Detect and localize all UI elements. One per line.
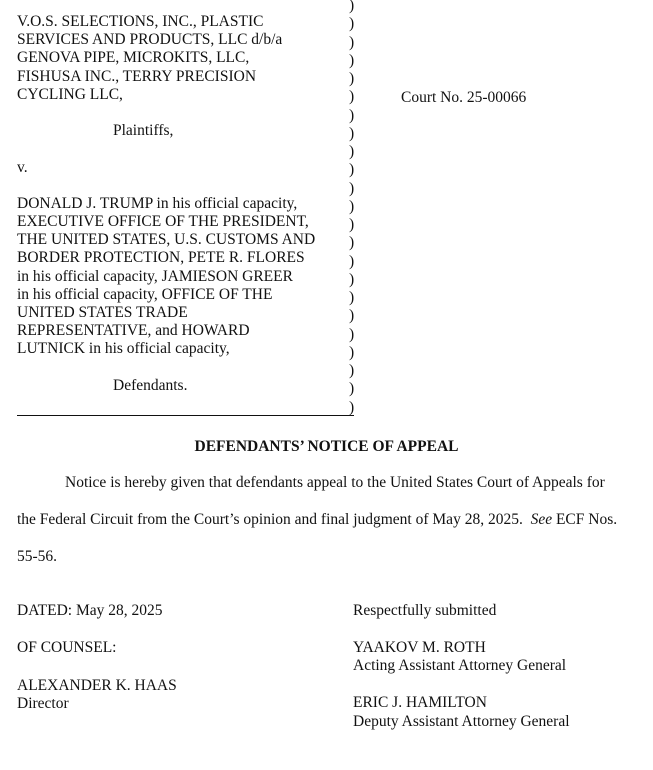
defendant-line-7: UNITED STATES TRADE: [17, 304, 188, 321]
plaintiff-line-3: GENOVA PIPE, MICROKITS, LLC,: [17, 49, 250, 67]
court-number: Court No. 25-00066: [401, 89, 527, 106]
caption-parenthesis: ): [349, 70, 355, 87]
caption-parenthesis: ): [349, 161, 355, 179]
signer-2-title: Deputy Assistant Attorney General: [353, 713, 570, 730]
caption-divider: [17, 415, 354, 416]
case-caption-parties: [17, 13, 357, 395]
caption-parenthesis: ): [349, 124, 355, 142]
caption-parenthesis: ): [349, 252, 355, 270]
versus-label: v.: [17, 158, 28, 176]
ecf-ref: ECF Nos.: [555, 511, 618, 528]
defendant-line-8: REPRESENTATIVE, and HOWARD: [17, 322, 250, 340]
caption-parenthesis: ): [349, 270, 355, 288]
caption-parenthesis: ): [349, 380, 355, 398]
see-signal: See: [530, 511, 553, 528]
caption-parenthesis: ): [349, 51, 355, 69]
respectfully-submitted: Respectfully submitted: [353, 602, 497, 619]
signer-1-title: Acting Assistant Attorney General: [353, 657, 567, 674]
caption-parenthesis: ): [349, 33, 355, 51]
caption-parenthesis: ): [349, 0, 355, 14]
signer-1-name: YAAKOV M. ROTH: [353, 639, 486, 656]
caption-parenthesis: ): [349, 179, 355, 197]
defendant-line-2: EXECUTIVE OFFICE OF THE PRESIDENT,: [17, 213, 309, 231]
caption-parenthesis: ): [349, 307, 355, 325]
defendant-line-4: BORDER PROTECTION, PETE R. FLORES: [17, 249, 305, 267]
caption-parenthesis: ): [349, 234, 355, 252]
notice-body-line-3: 55-56.: [17, 548, 58, 565]
caption-parenthesis: ): [349, 143, 355, 160]
defendant-line-5: in his official capacity, JAMIESON GREER: [17, 267, 293, 285]
plaintiff-line-1: V.O.S. SELECTIONS, INC., PLASTIC: [17, 13, 264, 30]
notice-body-line-2-main: the Federal Circuit from the Court’s opinion and final judgment of May 28, 2025.: [17, 511, 523, 528]
defendant-line-1: DONALD J. TRUMP in his official capacity,: [17, 194, 298, 212]
notice-body-line-2: [17, 510, 617, 530]
defendant-line-3: THE UNITED STATES, U.S. CUSTOMS AND: [17, 231, 316, 249]
defendant-line-9: LUTNICK in his official capacity,: [17, 340, 230, 358]
plaintiff-line-4: FISHUSA INC., TERRY PRECISION: [17, 67, 257, 85]
plaintiff-line-5: CYCLING LLC,: [17, 85, 123, 103]
dated-line: DATED: May 28, 2025: [17, 602, 163, 619]
caption-parenthesis: ): [349, 197, 355, 215]
caption-parenthesis: ): [349, 106, 355, 124]
plaintiffs-label: Plaintiffs,: [113, 122, 174, 140]
caption-parenthesis: ): [349, 15, 355, 33]
caption-parenthesis: ): [349, 325, 355, 343]
caption-parenthesis: ): [349, 398, 355, 416]
signer-2-name: ERIC J. HAMILTON: [353, 694, 487, 711]
of-counsel-label: OF COUNSEL:: [17, 639, 117, 656]
caption-parenthesis: ): [349, 216, 355, 233]
defendant-line-6: in his official capacity, OFFICE OF THE: [17, 285, 273, 303]
counsel-title: Director: [17, 695, 69, 712]
caption-parenthesis: ): [349, 88, 355, 106]
caption-parenthesis-column: [349, 0, 354, 417]
defendants-label: Defendants.: [113, 376, 188, 394]
plaintiff-line-2: SERVICES AND PRODUCTS, LLC d/b/a: [17, 31, 283, 49]
caption-parenthesis: ): [349, 289, 355, 306]
counsel-name: ALEXANDER K. HAAS: [17, 677, 177, 694]
caption-parenthesis: ): [349, 343, 355, 361]
caption-parenthesis: ): [349, 362, 355, 379]
notice-body-line-1: Notice is hereby given that defendants appeal to the United States Court of Appeals for: [65, 474, 605, 491]
notice-title: DEFENDANTS’ NOTICE OF APPEAL: [194, 438, 459, 455]
